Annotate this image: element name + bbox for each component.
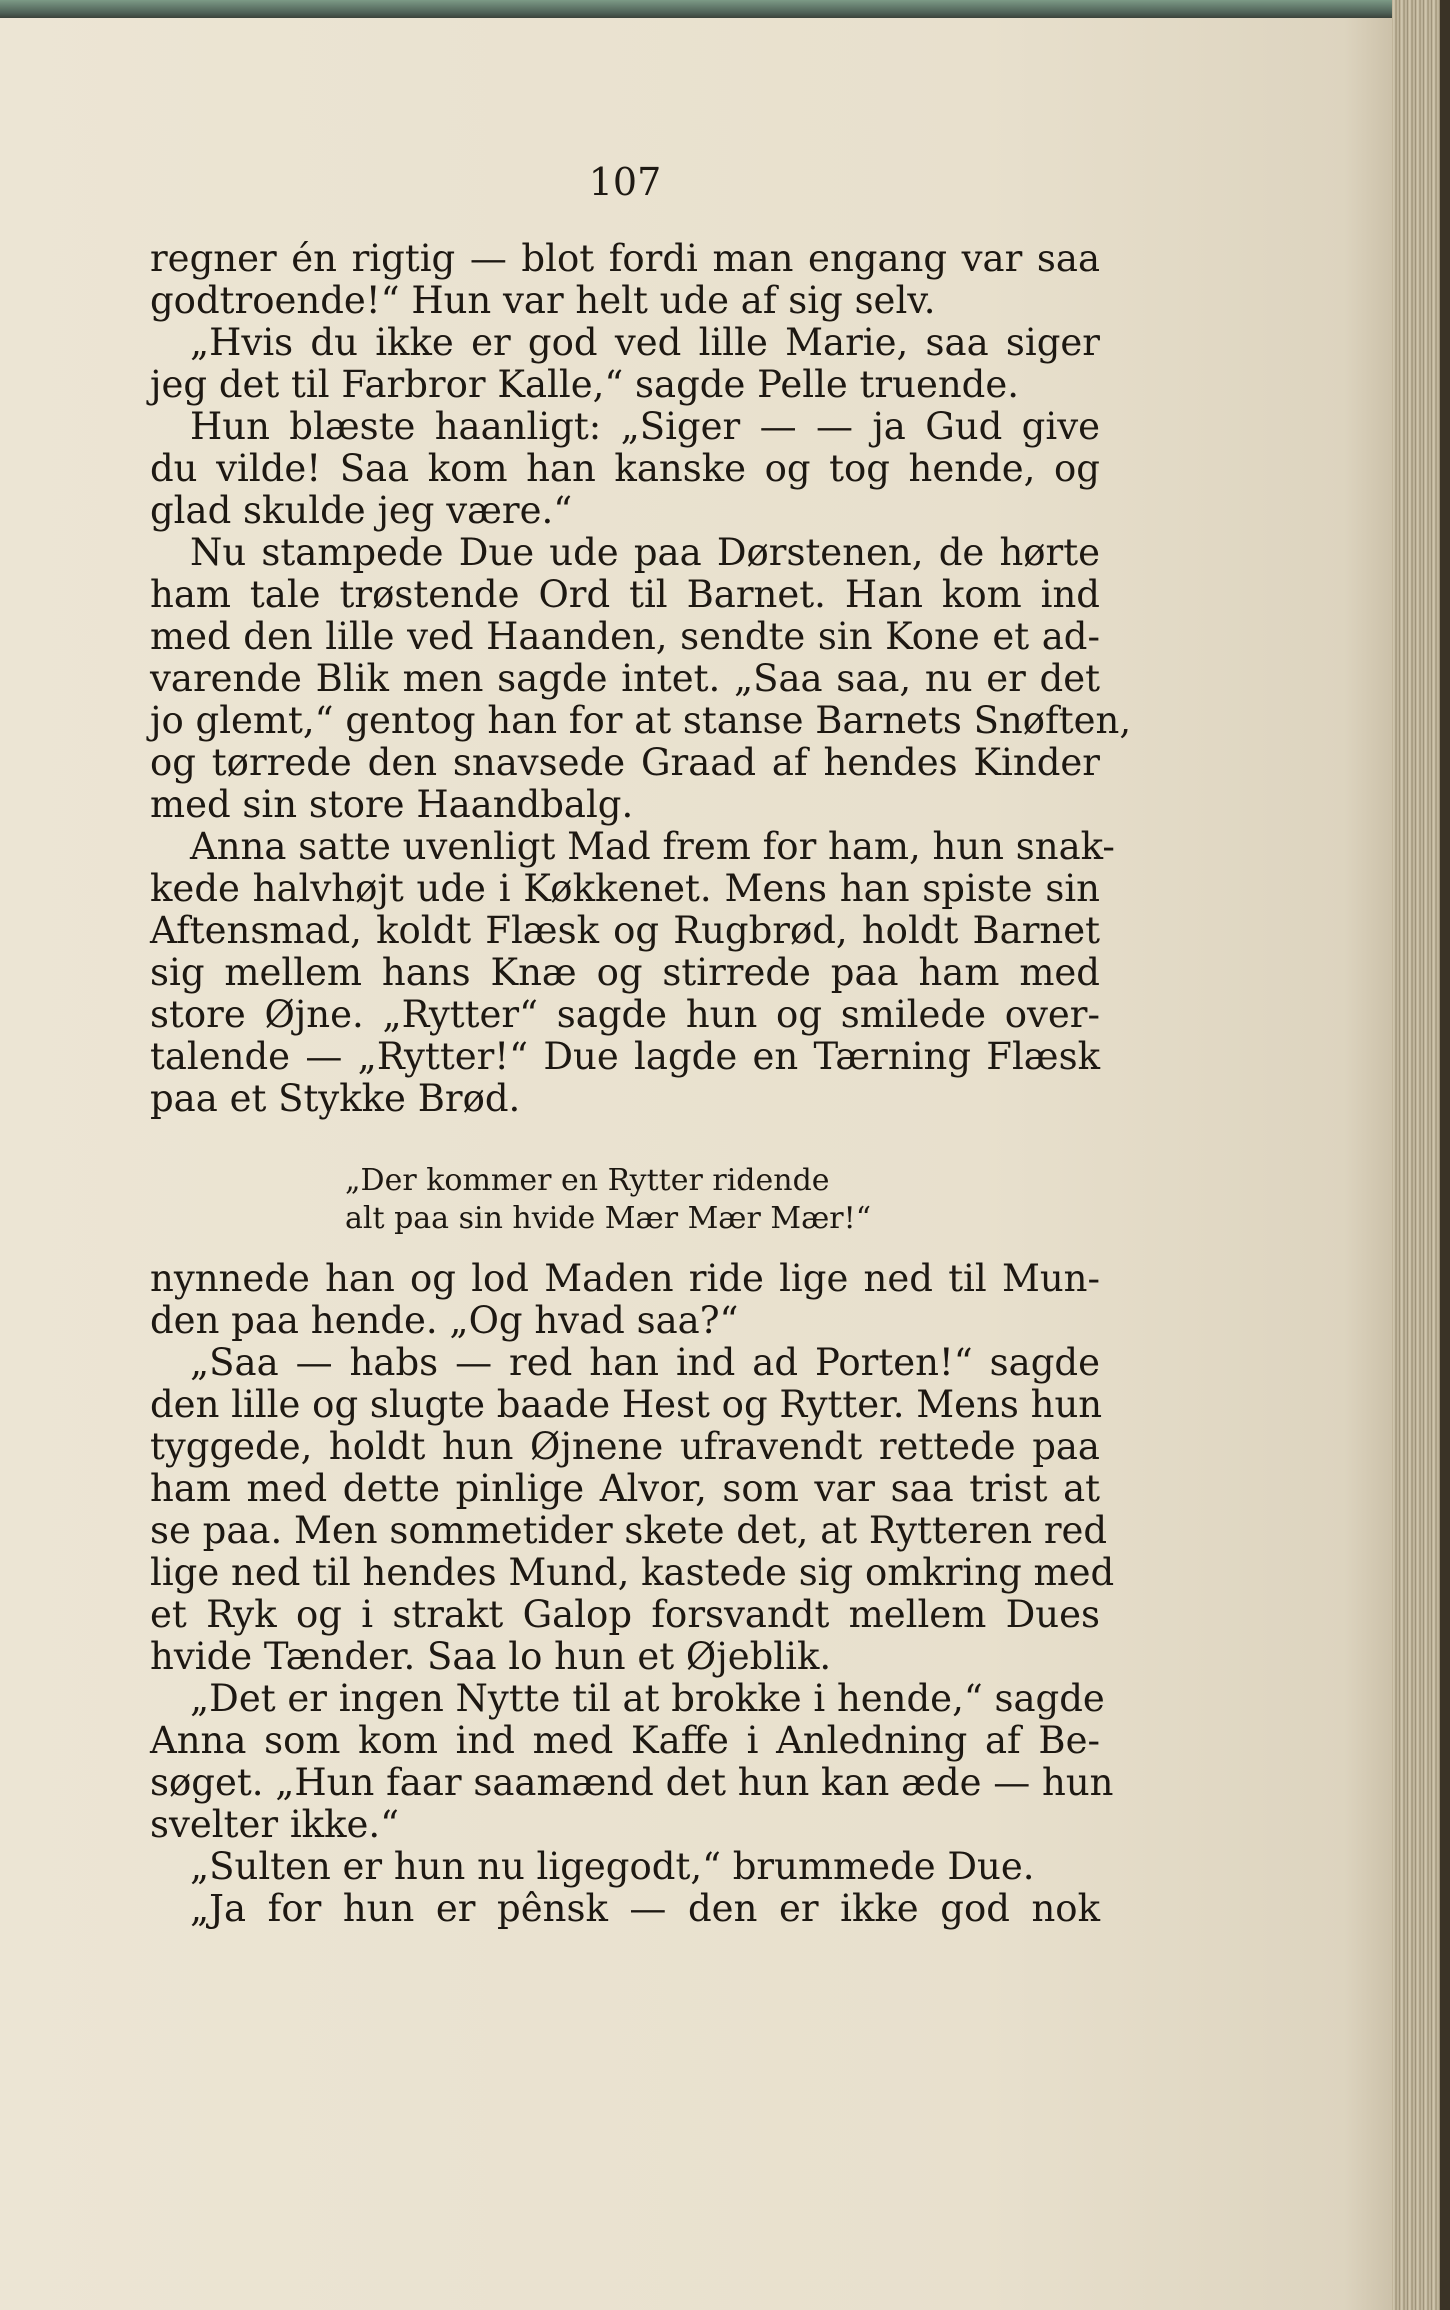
text-line: Aftensmad, koldt Flæsk og Rugbrød, holdt Barnet [150,909,1100,952]
text-line: regner én rigtig — blot fordi man engang var saa [150,237,1100,280]
text-line: „Sulten er hun nu ligegodt,“ brummede Due. [190,1845,1035,1888]
text-line: ham tale trøstende Ord til Barnet. Han kom ind [150,573,1100,616]
text-line: store Øjne. „Rytter“ sagde hun og smilede over- [150,993,1100,1036]
text-line: nynnede han og lod Maden ride lige ned til Mun- [150,1257,1100,1300]
text-line: varende Blik men sagde intet. „Saa saa, nu er det [150,657,1100,700]
verse-line: „Der kommer en Rytter ridende [345,1163,830,1198]
text-line: se paa. Men sommetider skete det, at Rytteren red [150,1509,1108,1552]
book-spine-shadow [1440,0,1450,2310]
text-line: glad skulde jeg være.“ [150,489,573,532]
text-line: svelter ikke.“ [150,1803,400,1846]
text-line: „Saa — habs — red han ind ad Porten!“ sagde [190,1341,1100,1384]
text-line: Anna satte uvenligt Mad frem for ham, hun snak- [190,825,1115,868]
text-line: godtroende!“ Hun var helt ude af sig selv. [150,279,936,322]
text-line: et Ryk og i strakt Galop forsvandt mellem Dues [150,1593,1100,1636]
text-line: den lille og slugte baade Hest og Rytter. Mens hun [150,1383,1103,1426]
verse-line: alt paa sin hvide Mær Mær Mær!“ [345,1201,872,1236]
page-number: 107 [588,160,662,204]
verse-quote [345,1162,871,1238]
text-line: Anna som kom ind med Kaffe i Anledning af Be- [150,1719,1100,1762]
text-line: Nu stampede Due ude paa Dørstenen, de hørte [190,531,1100,574]
body-text-block-2 [150,1257,1115,1930]
text-line: kede halvhøjt ude i Køkkenet. Mens han spiste sin [150,867,1100,910]
text-line: talende — „Rytter!“ Due lagde en Tærning Flæsk [150,1035,1100,1078]
text-line: tyggede, holdt hun Øjnene ufravendt rettede paa [150,1425,1100,1468]
text-line: den paa hende. „Og hvad saa?“ [150,1299,739,1342]
text-line: „Hvis du ikke er god ved lille Marie, saa siger [190,321,1100,364]
text-line: lige ned til hendes Mund, kastede sig omkring med [150,1551,1115,1594]
text-line: ham med dette pinlige Alvor, som var saa trist at [150,1467,1100,1510]
text-line: du vilde! Saa kom han kanske og tog hende, og [150,447,1100,490]
text-line: Hun blæste haanligt: „Siger — — ja Gud give [190,405,1100,448]
text-line: „Ja for hun er pênsk — den er ikke god nok [190,1887,1100,1930]
body-text-block-1 [150,237,1132,1120]
text-line: med den lille ved Haanden, sendte sin Kone et ad- [150,615,1100,658]
text-line: jo glemt,“ gentog han for at stanse Barnets Snøften, [150,699,1132,742]
text-line: „Det er ingen Nytte til at brokke i hende,“ sagde [190,1677,1105,1720]
text-line: jeg det til Farbror Kalle,“ sagde Pelle truende. [150,363,1020,406]
text-line: sig mellem hans Knæ og stirrede paa ham med [150,951,1100,994]
text-line: og tørrede den snavsede Graad af hendes Kinder [150,741,1100,784]
text-line: hvide Tænder. Saa lo hun et Øjeblik. [150,1635,832,1678]
text-line: med sin store Haandbalg. [150,783,634,826]
text-line: paa et Stykke Brød. [150,1077,521,1120]
text-line: søget. „Hun faar saamænd det hun kan æde — hun [150,1761,1114,1804]
